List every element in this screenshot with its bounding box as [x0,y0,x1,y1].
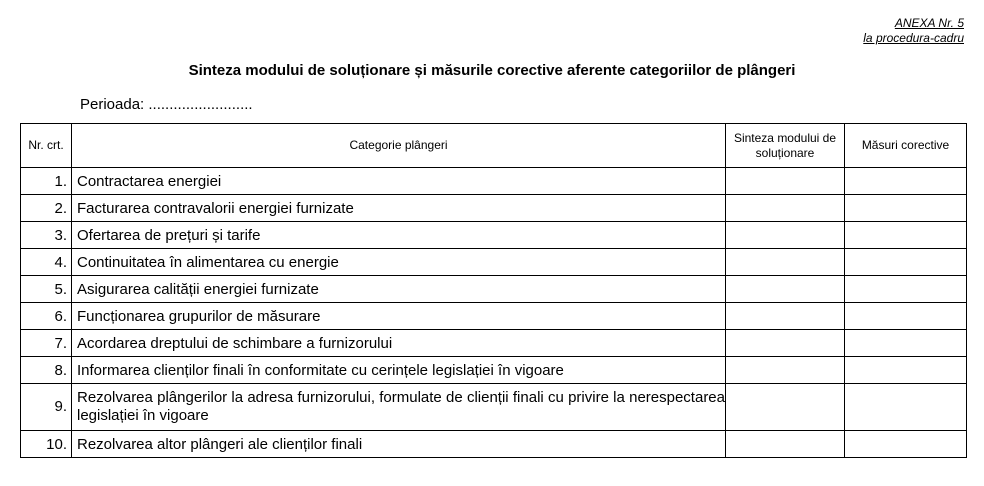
row-nr: 1. [21,168,72,195]
row-nr: 8. [21,357,72,384]
row-synthesis-cell [726,276,845,303]
header-nr: Nr. crt. [21,124,72,168]
row-synthesis-cell [726,330,845,357]
annex-number: ANEXA Nr. 5 [894,16,964,30]
table-row [21,222,967,249]
row-category: Informarea clienților finali în conformitate cu cerințele legislației în vigoare [72,357,726,384]
row-category: Contractarea energiei [72,168,726,195]
row-nr: 7. [21,330,72,357]
row-measures-cell [845,249,967,276]
row-synthesis-cell [726,357,845,384]
table-row [21,303,967,330]
table-row [21,384,967,431]
row-measures-cell [845,330,967,357]
row-category: Rezolvarea altor plângeri ale clienților finali [72,431,726,458]
complaints-table [20,123,967,458]
row-category: Asigurarea calității energiei furnizate [72,276,726,303]
row-nr: 3. [21,222,72,249]
table-row [21,195,967,222]
period-field: Perioada: ......................... [80,96,253,113]
row-synthesis-cell [726,431,845,458]
header-category: Categorie plângeri [72,124,726,168]
row-category: Ofertarea de prețuri și tarife [72,222,726,249]
row-synthesis-cell [726,303,845,330]
row-synthesis-cell [726,168,845,195]
row-nr: 5. [21,276,72,303]
row-nr: 9. [21,384,72,431]
table-row [21,168,967,195]
row-category: Funcționarea grupurilor de măsurare [72,303,726,330]
row-category: Continuitatea în alimentarea cu energie [72,249,726,276]
row-category: Rezolvarea plângerilor la adresa furnizorului, formulate de clienții finali cu privire la nerespectarea legislației în vigoare [72,384,726,431]
row-nr: 2. [21,195,72,222]
header-measures: Măsuri corective [845,124,967,168]
row-nr: 6. [21,303,72,330]
row-synthesis-cell [726,195,845,222]
annex-reference [863,16,964,46]
table-row [21,431,967,458]
row-measures-cell [845,168,967,195]
row-measures-cell [845,222,967,249]
table-row [21,276,967,303]
row-measures-cell [845,357,967,384]
table-row [21,330,967,357]
row-measures-cell [845,276,967,303]
row-measures-cell [845,303,967,330]
header-synthesis: Sinteza modului de soluționare [726,124,845,168]
row-measures-cell [845,195,967,222]
row-nr: 4. [21,249,72,276]
table-row [21,357,967,384]
row-synthesis-cell [726,222,845,249]
row-synthesis-cell [726,384,845,431]
row-category: Acordarea dreptului de schimbare a furnizorului [72,330,726,357]
annex-procedure: la procedura-cadru [863,31,964,45]
row-synthesis-cell [726,249,845,276]
row-measures-cell [845,431,967,458]
row-category: Facturarea contravalorii energiei furnizate [72,195,726,222]
row-nr: 10. [21,431,72,458]
table-row [21,249,967,276]
page-title: Sinteza modului de soluționare și măsurile corective aferente categoriilor de plângeri [188,62,796,79]
row-measures-cell [845,384,967,431]
table-header-row [21,124,967,168]
